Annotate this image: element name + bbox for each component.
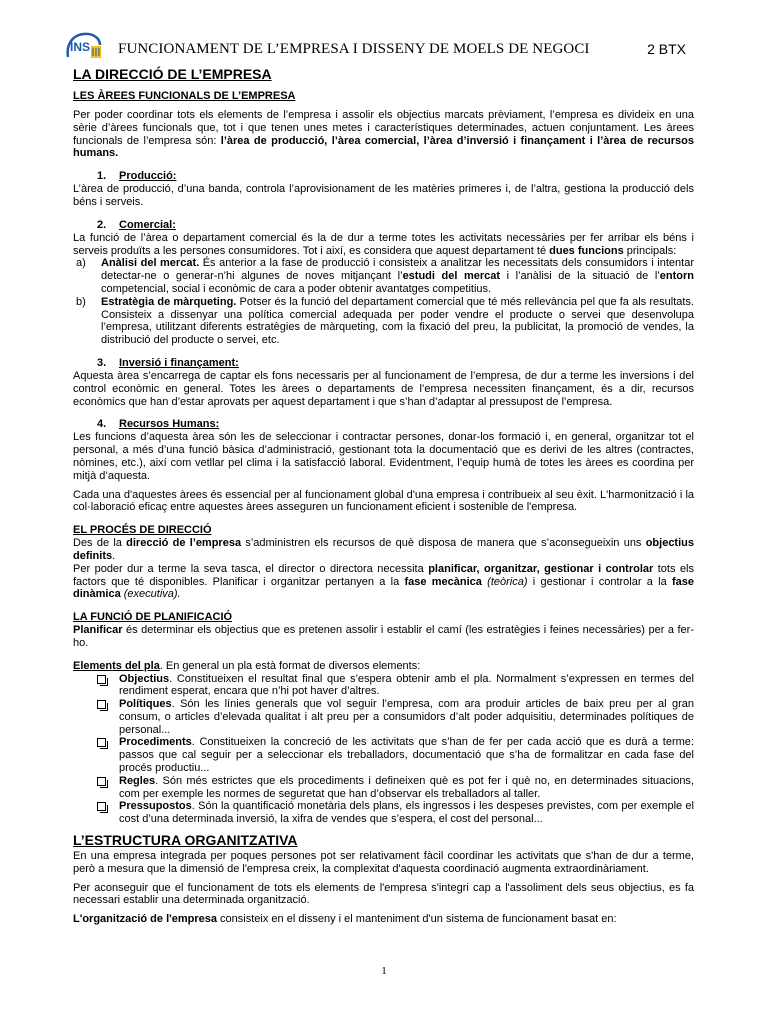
commercial-item-a: a) Anàlisi del mercat. És anterior a la fase de producció i consisteix a analitzar les necessitats dels consumidors i intentar detectar-ne o generar-n’hi algunes de noves mitjançant l’estudi del mercat i l’anàlisi de la situació de l’entorn competencial, social i econòmic de cara a poder obtenir avantatges competitius.: [76, 257, 694, 295]
structure-p3: L'organització de l'empresa consisteix en el disseny i el manteniment d'un sistema de funcionament basat en:: [73, 913, 617, 926]
section-title-structure: L’ESTRUCTURA ORGANITZATIVA: [73, 832, 298, 849]
area-heading-production: 1. Producció:: [97, 170, 177, 183]
area-text-hr: Les funcions d’aquesta àrea són les de seleccionar i contractar persones, donar-los formació i, en general, organitzar tot el personal, a més d’una funció bàsica d’administració, gestionant tota la documentació que es derivi de les altres (contractes, nòmines, etc.), així com vetllar pel clima i la satisfacció laboral. Evidentment, l’equip humà de totes les àrees es coordina per mitjà d’aquesta.: [73, 431, 694, 482]
plan-element-item: Polítiques. Són les línies generals que vol seguir l’empresa, com ara produir articles de baix preu per al gran consum, o articles d’elevada qualitat i alt preu per a consumidors d’alt poder adquisitiu, determinades polítiques de personal...: [97, 698, 694, 736]
checkbox-bullet-icon: [97, 700, 106, 709]
section-title-areas: LES ÀREES FUNCIONALS DE L’EMPRESA: [73, 90, 296, 102]
document-body: [73, 66, 694, 926]
area-text-finance: Aquesta àrea s’encarrega de captar els fons necessaris per al funcionament de l’empresa, de dur a terme les inversions i del control econòmic en general. Totes les àrees o departaments de l’empresa necessiten finançament, és a dir, recursos econòmics que han d’estar aprovats per aquest departament i que s’han d’adaptar al pressupost de l’empresa.: [73, 369, 694, 408]
section-title-process: EL PROCÉS DE DIRECCIÓ: [73, 524, 212, 537]
area-heading-hr: 4. Recursos Humans:: [97, 418, 220, 431]
areas-intro: Per poder coordinar tots els elements de l’empresa i assolir els objectius marcats prèviament, l’empresa es divideix en una sèrie d’àrees funcionals que, tot i que tenen unes metes i característiques determinades, actuen conjuntament. Les àrees funcionals de l’empresa són: l’àrea de producció, l’àrea comercial, l’àrea d’inversió i finançament i l’àrea de recursos humans.: [73, 109, 694, 160]
area-text-commercial: La funció de l’àrea o departament comercial és la de dur a terme totes les activitats necessàries per fer arribar els béns i serveis produïts a les persones consumidores. Tot i així, es considera que aquest departament té dues funcions principals:: [73, 231, 694, 257]
planning-definition: Planificar és determinar els objectius que es pretenen assolir i establir el camí (les estratègies i feines necessàries) per a fer-ho.: [73, 624, 694, 649]
checkbox-bullet-icon: [97, 738, 106, 747]
process-p1: Des de la direcció de l’empresa s’administren els recursos de què disposa de manera que s’aconsegueixin uns objectius definits.: [73, 537, 694, 562]
plan-element-item: Pressupostos. Són la quantificació monetària dels plans, els ingressos i les despeses previstes, com per exemple el cost d’una determinada inversió, la xifra de vendes que s’espera, el cost del personal...: [97, 800, 694, 826]
checkbox-bullet-icon: [97, 802, 106, 811]
header-grade: 2 BTX: [647, 41, 686, 57]
area-heading-commercial: 2. Comercial:: [97, 218, 176, 231]
plan-element-item: Procediments. Constitueixen la concreció de les activitats que s’han de fer per cada acció que es durà a terme: passos que cal seguir per a seleccionar els treballadors, documentació que s’ha de formalitzar en cada fase del procés productiu...: [97, 736, 694, 774]
area-text-production: L’àrea de producció, d’una banda, controla l’aprovisionament de les matèries primeres i, de l’altra, gestiona la producció dels béns i serveis.: [73, 183, 694, 208]
area-heading-finance: 3. Inversió i finançament:: [97, 356, 239, 369]
commercial-item-b: b) Estratègia de màrqueting. Potser és la funció del departament comercial que té més rellevància pel que fa als resultats. Consisteix a dissenyar una política comercial adequada per poder vendre el producte o servei que desenvolupa l’empresa, utilitzant diferents estratègies de màrqueting, com la fixació del preu, la publicitat, la promoció de vendes, la distribució del producte o servei, etc.: [76, 295, 694, 347]
process-p2: Per poder dur a terme la seva tasca, el director o directora necessita planificar, organitzar, gestionar i controlar tots els factors que té disponibles. Planificar i organitzar pertanyen a la fase mecànica (teòrica) i gestionar i controlar a la fase dinàmica (executiva).: [73, 562, 695, 601]
structure-p1: En una empresa integrada per poques persones pot ser relativament fàcil coordinar les activitats que s'han de dur a terme, però a mesura que la dimensió de l'empresa creix, la complexitat d'aquesta coordinació augmenta extraordinàriament.: [73, 850, 694, 875]
page-header: [64, 31, 704, 65]
main-title: LA DIRECCIÓ DE L’EMPRESA: [73, 66, 272, 82]
plan-element-item: Objectius. Constitueixen el resultat final que s’espera obtenir amb el pla. Normalment s’expressen en termes del rendiment esperat, encara que n’hi pot haver d’altres.: [97, 673, 694, 699]
plan-element-item: Regles. Són més estrictes que els procediments i defineixen què es pot fer i què no, en determinades situacions, com per exemple les normes de seguretat que han d’observar els treballadors al taller.: [97, 775, 694, 801]
planning-elements: Elements del pla. En general un pla està format de diversos elements:: [73, 659, 421, 672]
checkbox-bullet-icon: [97, 777, 106, 786]
logo-text: INS: [70, 40, 91, 54]
section-title-planning: LA FUNCIÓ DE PLANIFICACIÓ: [73, 611, 233, 624]
header-title: FUNCIONAMENT DE L’EMPRESA I DISSENY DE MOELS DE NEGOCI: [118, 41, 590, 57]
page-number: 1: [381, 965, 387, 977]
checkbox-bullet-icon: [97, 675, 106, 684]
areas-closing: Cada una d'aquestes àrees és essencial per al funcionament global d'una empresa i contribueix al seu èxit. L'harmonització i la col·laboració eficaç entre aquestes àrees asseguren un funcionament eficient i sostenible de l'empresa.: [73, 488, 694, 514]
school-logo: [64, 31, 102, 61]
structure-p2: Per aconseguir que el funcionament de tots els elements de l'empresa s'integri cap a l'assoliment dels seus objectius, es fa necessari establir una determinada organització.: [73, 881, 694, 907]
